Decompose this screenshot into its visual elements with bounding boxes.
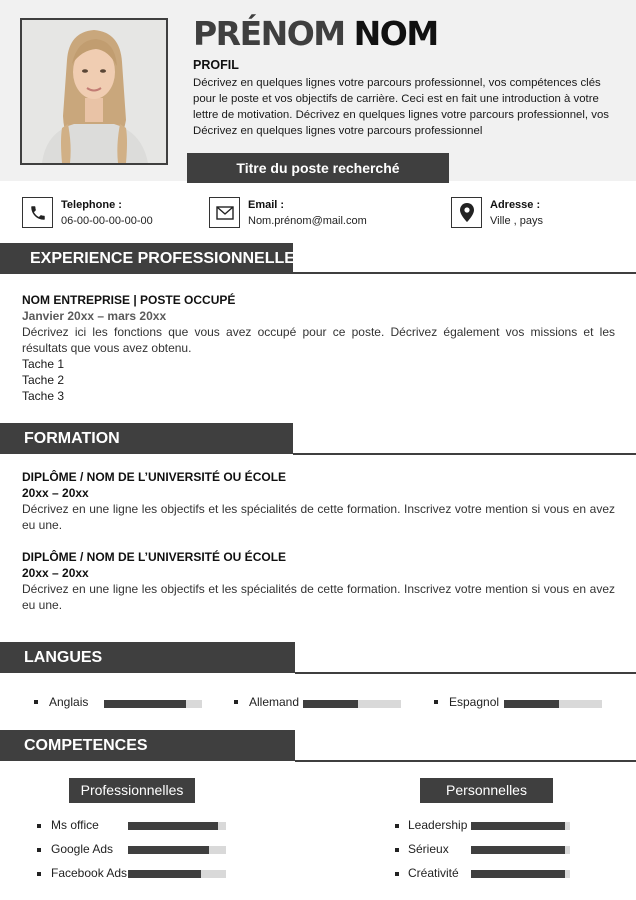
formation-description: Décrivez en une ligne les objectifs et les spécialités de cette formation. Inscrivez votre mention si vous en avez eu une.: [22, 502, 615, 532]
phone-icon: [22, 197, 53, 228]
experience-task: Tache 1: [22, 357, 65, 371]
professional-skill-name: Ms office: [51, 818, 99, 832]
language-level-bar: [504, 700, 602, 708]
phone-value: 06-00-00-00-00-00: [61, 215, 153, 227]
personal-skill-bar: [471, 822, 570, 830]
formation-entry: [22, 549, 615, 613]
professional-skill-fill: [128, 822, 218, 830]
contact-phone: [22, 197, 153, 229]
bullet-icon: [34, 700, 38, 704]
formation-degree: DIPLÔME / NOM DE L’UNIVERSITÉ OU ÉCOLE: [22, 470, 287, 484]
address-value: Ville , pays: [490, 215, 543, 227]
personal-skill-name: Sérieux: [408, 842, 449, 856]
language-level-fill: [504, 700, 559, 708]
personal-skill-name: Leadership: [408, 818, 468, 832]
bullet-icon: [395, 872, 399, 876]
email-label: Email :: [248, 199, 285, 211]
language-name: Allemand: [249, 695, 300, 709]
experience-company: NOM ENTREPRISE | POSTE OCCUPÉ: [22, 293, 236, 307]
personal-skill-fill: [471, 822, 565, 830]
envelope-icon: [209, 197, 240, 228]
experience-heading: EXPERIENCE PROFESSIONNELLE: [0, 243, 293, 274]
phone-label: Telephone :: [61, 199, 122, 211]
experience-task: Tache 3: [22, 389, 65, 403]
experience-task: Tache 2: [22, 373, 65, 387]
language-name: Anglais: [49, 695, 89, 709]
langues-heading: LANGUES: [0, 642, 295, 673]
langues-divider: [295, 672, 636, 674]
bullet-icon: [395, 824, 399, 828]
bullet-icon: [395, 848, 399, 852]
professional-skill-bar: [128, 870, 226, 878]
experience-description: Décrivez ici les fonctions que vous avez occupé pour ce poste. Décrivez également vos missions et les résultats que vous avez obtenu.: [22, 325, 615, 355]
contact-email: [209, 197, 367, 229]
address-label: Adresse :: [490, 199, 541, 211]
email-value: Nom.prénom@mail.com: [248, 215, 367, 227]
bullet-icon: [234, 700, 238, 704]
candidate-name: [193, 14, 438, 53]
professional-skill-fill: [128, 870, 201, 878]
bullet-icon: [434, 700, 438, 704]
profile-photo: [20, 18, 168, 165]
professional-skill-name: Facebook Ads: [51, 866, 128, 880]
language-level-fill: [104, 700, 186, 708]
personal-skill-name: Créativité: [408, 866, 459, 880]
first-name: PRÉNOM: [193, 14, 345, 53]
profile-text: Décrivez en quelques lignes votre parcours professionnel, vos compétences clés pour le poste et vos objectifs de carrière. Ceci est en fait une introduction à votre lettre de motivation. Décrivez en quelques lignes votre parcours professionnel, vos Décrivez en quelques lignes votre parcours professionnel: [193, 77, 609, 137]
last-name: NOM: [353, 14, 438, 53]
competences-heading: COMPETENCES: [0, 730, 295, 761]
language-level-fill: [303, 700, 358, 708]
job-title-banner: Titre du poste recherché: [187, 153, 449, 183]
formation-divider: [293, 453, 636, 455]
formation-degree: DIPLÔME / NOM DE L’UNIVERSITÉ OU ÉCOLE: [22, 550, 287, 564]
experience-entry: [22, 292, 615, 404]
bullet-icon: [37, 848, 41, 852]
language-name: Espagnol: [449, 695, 500, 709]
language-item: [34, 695, 88, 709]
professional-skills-heading: Professionnelles: [69, 778, 195, 803]
formation-heading: FORMATION: [0, 423, 293, 454]
contact-address: [451, 197, 543, 229]
professional-skill-bar: [128, 822, 226, 830]
bullet-icon: [37, 824, 41, 828]
formation-dates: 20xx – 20xx: [22, 566, 89, 580]
language-level-bar: [303, 700, 401, 708]
personal-skill-bar: [471, 846, 570, 854]
competences-divider: [295, 760, 636, 762]
formation-description: Décrivez en une ligne les objectifs et les spécialités de cette formation. Inscrivez votre mention si vous en avez eu une.: [22, 582, 615, 612]
personal-skill-bar: [471, 870, 570, 878]
experience-dates: Janvier 20xx – mars 20xx: [22, 309, 167, 323]
formation-entry: [22, 469, 615, 533]
personal-skill-fill: [471, 846, 565, 854]
professional-skill-bar: [128, 846, 226, 854]
experience-divider: [293, 272, 636, 274]
formation-dates: 20xx – 20xx: [22, 486, 89, 500]
personal-skills-heading: Personnelles: [420, 778, 553, 803]
bullet-icon: [37, 872, 41, 876]
language-level-bar: [104, 700, 202, 708]
professional-skill-fill: [128, 846, 209, 854]
profile-heading: PROFIL: [193, 58, 239, 72]
professional-skill-name: Google Ads: [51, 842, 114, 856]
map-pin-icon: [451, 197, 482, 228]
personal-skill-fill: [471, 870, 565, 878]
language-item: [234, 695, 299, 709]
language-item: [434, 695, 499, 709]
